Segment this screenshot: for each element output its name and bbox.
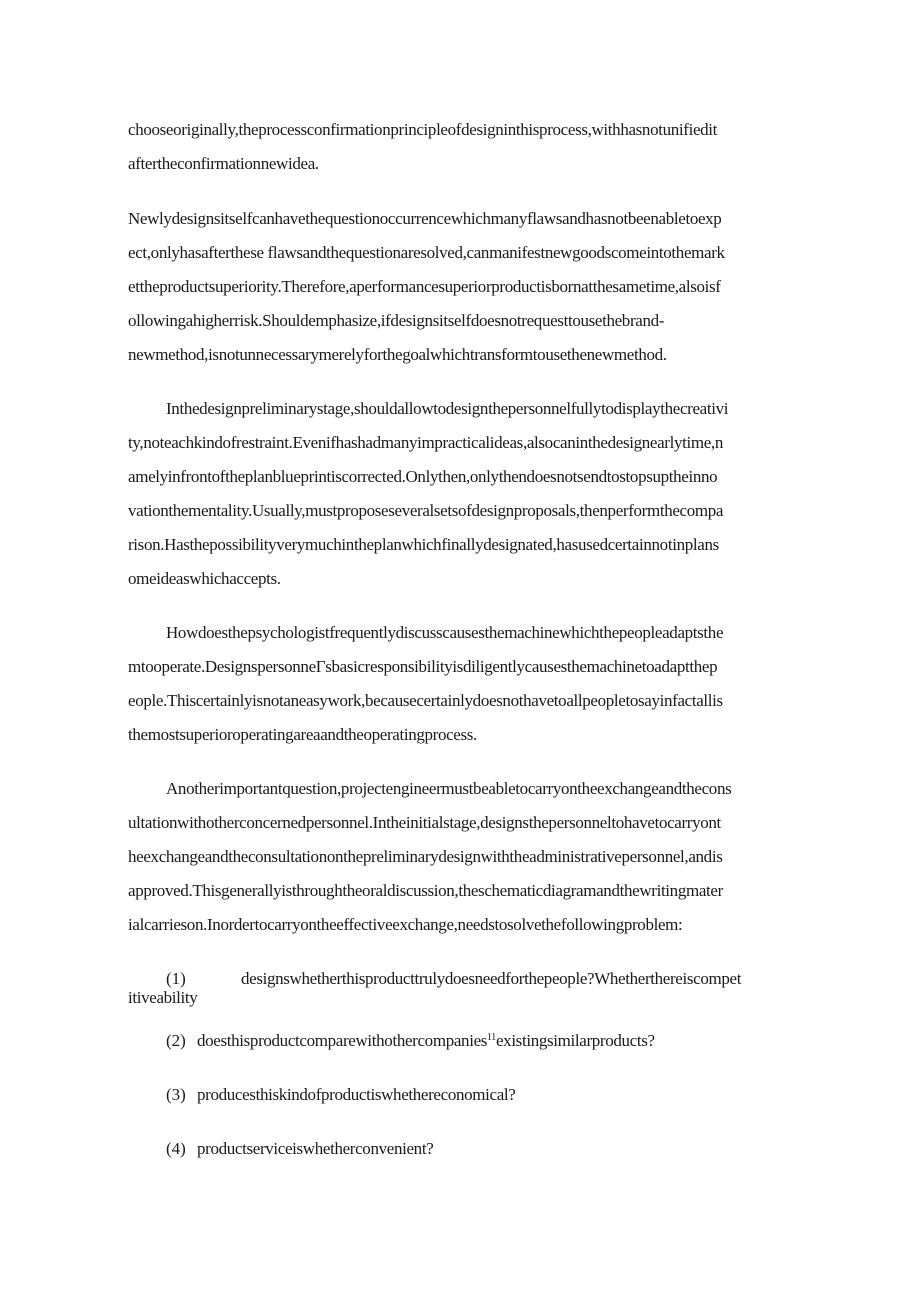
paragraph-4-line-1: Howdoesthepsychologistfrequentlydiscusscausesthemachinewhichthepeopleadaptsthe: [166, 623, 724, 642]
paragraph-5-line-1: Anotherimportantquestion,projectengineermustbeabletocarryontheexchangeandthecons: [166, 779, 732, 798]
paragraph-5-line-3: heexchangeandtheconsultationonthepreliminarydesignwiththeadministrativepersonnel,andis: [128, 847, 723, 866]
paragraph-2-line-3: ettheproductsuperiority.Therefore,aperformancesuperiorproductisbornatthesametime,alsoisf: [128, 277, 721, 296]
paragraph-2-line-5: newmethod,isnotunnecessarymerelyforthegoalwhichtransformtousethenewmethod.: [128, 345, 667, 364]
list-item-1-number: (1): [166, 969, 186, 988]
paragraph-4-line-4: themostsuperioroperatingareaandtheoperatingprocess.: [128, 725, 477, 744]
paragraph-2-line-4: ollowingahigherrisk.Shouldemphasize,ifdesignsitselfdoesnotrequesttousethebrand-: [128, 311, 665, 330]
list-item-2-sup: 11: [487, 1032, 496, 1043]
list-item-2-pre: doesthisproductcomparewithothercompanies: [197, 1031, 488, 1050]
list-item-2-post: existingsimilarproducts?: [495, 1031, 655, 1050]
list-item-1-line-2: itiveability: [128, 988, 198, 1007]
paragraph-3-line-4: vationthementality.Usually,mustproposeseveralsetsofdesignproposals,thenperformthecompa: [128, 501, 724, 520]
paragraph-1-line-1: chooseoriginally,theprocessconfirmationprincipleofdesigninthisprocess,withhasnotunifiedit: [128, 120, 718, 139]
list-item-4-number: (4): [166, 1139, 186, 1158]
paragraph-3-line-6: omeideaswhichaccepts.: [128, 569, 281, 588]
paragraph-4-line-3: eople.Thiscertainlyisnotaneasywork,becausecertainlydoesnothavetoallpeopletosayinfactallis: [128, 691, 723, 710]
paragraph-5-line-5: ialcarrieson.Inordertocarryontheeffectiveexchange,needstosolvethefollowingproblem:: [128, 915, 683, 934]
paragraph-1-line-2: aftertheconfirmationnewidea.: [128, 154, 319, 173]
list-item-3-text: producesthiskindofproductiswhethereconomical?: [197, 1085, 516, 1104]
list-item-1-line-1: designswhetherthisproducttrulydoesneedforthepeople?Whetherthereiscompet: [241, 969, 742, 988]
paragraph-5-line-2: ultationwithotherconcernedpersonnel.Intheinitialstage,designsthepersonneltohavetocarryont: [128, 813, 721, 832]
paragraph-3-line-3: amelyinfrontoftheplanblueprintiscorrected.Onlythen,onlythendoesnotsendtostopsuptheinno: [128, 467, 718, 486]
list-item-2-number: (2): [166, 1031, 186, 1050]
paragraph-3-line-5: rison.Hasthepossibilityverymuchintheplanwhichfinallydesignated,hasusedcertainnotinplans: [128, 535, 719, 554]
paragraph-3-line-2: ty,noteachkindofrestraint.Evenifhashadmanyimpracticalideas,alsocaninthedesignearlytime,n: [128, 433, 723, 452]
paragraph-2-line-2: ect,onlyhasafterthese flawsandthequestionaresolved,canmanifestnewgoodscomeintothemark: [128, 243, 725, 262]
paragraph-5-line-4: approved.Thisgenerallyisthroughtheoraldiscussion,theschematicdiagramandthewritingmater: [128, 881, 723, 900]
list-item-2-text: [197, 1026, 655, 1056]
paragraph-4-line-2: mtooperate.DesignspersonneΓsbasicresponsibilityisdiligentlycausesthemachinetoadaptthep: [128, 657, 718, 676]
paragraph-3-line-1: Inthedesignpreliminarystage,shouldallowtodesignthepersonnelfullytodisplaythecreativi: [166, 399, 729, 418]
paragraph-2-line-1: Newlydesignsitselfcanhavethequestionoccurrencewhichmanyflawsandhasnotbeenabletoexp: [128, 209, 722, 228]
list-item-4-text: productserviceiswhetherconvenient?: [197, 1139, 434, 1158]
list-item-3-number: (3): [166, 1085, 186, 1104]
